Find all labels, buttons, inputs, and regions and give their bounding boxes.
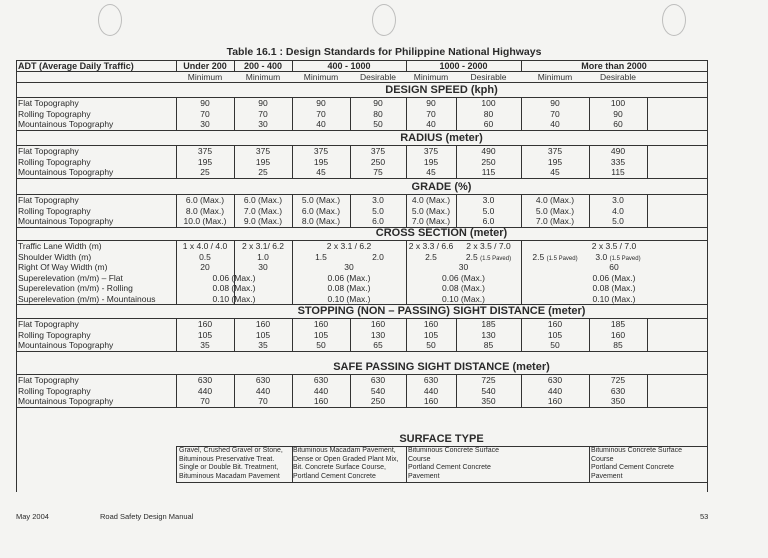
table-cell: 105 [255, 329, 271, 340]
surface-type-text: Bituminous Concrete Surface [591, 447, 683, 454]
table-cell: 630 [423, 375, 439, 385]
table-cell: 375 [255, 146, 271, 156]
table-cell: 40 [550, 119, 560, 129]
table-cell: 6.0 (Max.) [185, 195, 225, 205]
table-cell: 50 [550, 340, 560, 350]
page-number: 53 [700, 512, 709, 521]
section-rule [16, 178, 707, 179]
cell-divider [406, 145, 407, 178]
subheader-minimum: Minimum [413, 72, 449, 82]
surface-type-text: Portland Cement Concrete [408, 464, 491, 472]
row-label: Superelevation (m/m) - Mountainous [18, 293, 156, 304]
table-cell: 50 [373, 119, 383, 129]
surface-type-text: Dense or Open Graded Plant Mix, [293, 455, 399, 463]
cell-divider [176, 145, 177, 178]
cell-divider [234, 318, 235, 351]
design-standards-table [16, 60, 707, 492]
row-label: Flat Topography [18, 98, 79, 108]
table-cell: 540 [481, 385, 496, 396]
table-cell: 2 x 3.5 / 7.0 [466, 241, 511, 251]
cell-divider [234, 240, 235, 304]
table-cell: 160 [255, 319, 271, 329]
row-label: Flat Topography [18, 146, 79, 156]
section-title: DESIGN SPEED (kph) [385, 84, 498, 96]
cell-divider [350, 374, 351, 407]
table-cell: 40 [316, 119, 326, 129]
cell-divider [350, 145, 351, 178]
table-cell: 50 [426, 340, 436, 350]
subheader-minimum: Minimum [537, 72, 573, 82]
cell-divider [647, 374, 648, 407]
cell-divider [350, 97, 351, 130]
table-cell: 630 [313, 375, 329, 385]
table-cell: 250 [370, 156, 386, 167]
cell-divider [456, 318, 457, 351]
group-header: More than 2000 [581, 61, 647, 71]
table-cell: 375 [370, 146, 386, 156]
table-cell: 70 [258, 108, 268, 119]
table-cell: 440 [313, 385, 329, 396]
table-cell: 7.0 (Max.) [535, 216, 575, 226]
subheader-minimum: Minimum [245, 72, 281, 82]
cell-divider [234, 97, 235, 130]
table-cell: 50 [316, 340, 326, 350]
table-cell: 2 x 3.1 / 6.2 [326, 241, 372, 251]
surface-type-text: Gravel, Crushed Gravel or Stone, [179, 447, 283, 454]
section-rule [16, 407, 707, 408]
table-cell: 1.5 [315, 251, 327, 262]
cell-divider [406, 97, 407, 130]
table-cell: 3.0 [482, 195, 495, 205]
surface-type-text: Portland Cement Concrete [591, 464, 674, 472]
table-cell: 0.08 (Max.) [327, 283, 371, 293]
table-cell: 4.0 (Max.) [535, 195, 575, 205]
table-cell: 5.0 [482, 205, 495, 216]
cell-divider [406, 446, 407, 482]
table-cell: 35 [258, 340, 268, 350]
table-cell: 7.0 (Max.) [411, 216, 451, 226]
table-cell: 20 [200, 262, 210, 272]
binder-hole-icon [372, 4, 396, 36]
group-header: 200 - 400 [243, 61, 283, 71]
table-cell: 5.0 [612, 216, 624, 226]
table-cell: 30 [258, 262, 268, 272]
cell-divider [350, 318, 351, 351]
cell-divider [176, 318, 177, 351]
table-cell: 375 [313, 146, 329, 156]
table-cell: 375 [547, 146, 563, 156]
table-cell: 0.06 (Max.) [212, 272, 256, 283]
table-cell: 45 [426, 167, 436, 177]
surface-type-text: Course [408, 455, 431, 463]
table-cell: 630 [610, 385, 626, 396]
table-cell: 440 [423, 385, 439, 396]
table-cell: 0.10 (Max.) [327, 293, 371, 304]
table-cell: 2 x 3.5 / 7.0 [591, 241, 637, 251]
row-label: Rolling Topography [18, 329, 91, 340]
table-cell: 5.0 (Max.) [301, 195, 341, 205]
table-cell: 75 [373, 167, 383, 177]
cell-divider [521, 145, 522, 178]
table-cell: 725 [481, 375, 496, 385]
table-cell: 80 [483, 108, 494, 119]
table-cell: 440 [197, 385, 213, 396]
table-cell: 0.10 (Max.) [592, 293, 636, 304]
table-cell: 60 [613, 119, 623, 129]
row-label: Flat Topography [18, 319, 79, 329]
cell-divider [292, 318, 293, 351]
table-cell: 90 [613, 108, 623, 119]
table-cell: 30 [200, 119, 210, 129]
shoulder-value: 2.5 [465, 251, 478, 262]
table-cell: 2 x 3.1/ 6.2 [241, 241, 285, 251]
surface-type-text: Bituminous Macadam Pavement, [293, 447, 396, 454]
table-cell: 195 [423, 156, 439, 167]
table-cell: 70 [316, 108, 326, 119]
table-cell: 0.10 (Max.) [442, 293, 485, 304]
table-cell: 90 [550, 98, 560, 108]
surface-type-text: Bituminous Concrete Surface [408, 447, 500, 454]
table-cell: 0.06 (Max.) [592, 272, 636, 283]
table-cell: 90 [316, 98, 326, 108]
table-cell: 25 [200, 167, 210, 177]
paved-note: (1.5 Paved) [546, 255, 578, 262]
row-label: Mountainous Topography [18, 216, 114, 226]
cell-divider [350, 194, 351, 227]
footer-manual: Road Safety Design Manual [100, 512, 194, 521]
row-label: Superelevation (m/m) - Rolling [18, 283, 133, 293]
section-title: GRADE (%) [411, 181, 472, 193]
cell-divider [292, 97, 293, 130]
table-cell: 440 [547, 385, 563, 396]
table-cell: 30 [344, 262, 354, 272]
row-label: Mountainous Topography [18, 167, 114, 177]
table-cell: 1 x 4.0 / 4.0 [182, 241, 228, 251]
row-label: Rolling Topography [18, 205, 91, 216]
table-cell: 630 [547, 375, 563, 385]
cell-divider [292, 194, 293, 227]
table-border [707, 60, 708, 492]
adt-header: ADT (Average Daily Traffic) [18, 61, 134, 71]
cell-divider [234, 145, 235, 178]
row-label: Traffic Lane Width (m) [18, 241, 102, 251]
row-label: Rolling Topography [18, 108, 91, 119]
table-cell: 115 [611, 167, 625, 177]
table-cell: 45 [316, 167, 326, 177]
table-cell: 160 [197, 319, 213, 329]
table-cell: 490 [610, 146, 626, 156]
shoulder-value: 2.5 [532, 251, 545, 262]
table-cell: 0.08 (Max.) [442, 283, 485, 293]
cell-divider [647, 145, 648, 178]
row-label: Mountainous Topography [18, 119, 114, 129]
table-cell: 35 [200, 340, 210, 350]
table-cell: 725 [610, 375, 626, 385]
table-cell: 160 [313, 319, 329, 329]
table-cell: 440 [255, 385, 271, 396]
table-cell: 45 [550, 167, 560, 177]
table-cell: 9.0 (Max.) [243, 216, 283, 226]
table-cell: 335 [610, 156, 626, 167]
table-cell: 40 [426, 119, 436, 129]
table-cell: 630 [370, 375, 386, 385]
row-label: Flat Topography [18, 375, 79, 385]
table-cell: 160 [423, 396, 439, 406]
table-cell: 70 [200, 108, 210, 119]
surface-type-text: Bituminous Preservative Treat. [179, 455, 275, 463]
table-cell: 185 [481, 319, 496, 329]
table-cell: 100 [610, 98, 626, 108]
cell-divider [406, 374, 407, 407]
table-cell: 90 [426, 98, 436, 108]
table-border [16, 60, 17, 492]
row-label: Mountainous Topography [18, 396, 114, 406]
subheader-desirable: Desirable [360, 72, 396, 82]
table-cell: 70 [550, 108, 560, 119]
row-label: Right Of Way Width (m) [18, 262, 108, 272]
table-cell: 2 x 3.3 / 6.6 [408, 241, 454, 251]
table-cell: 105 [547, 329, 563, 340]
cell-divider [647, 318, 648, 351]
table-cell: 195 [547, 156, 563, 167]
cell-divider [456, 374, 457, 407]
cell-divider [521, 318, 522, 351]
surface-type-text: Course [591, 455, 614, 463]
cell-divider [456, 97, 457, 130]
cell-divider [406, 318, 407, 351]
row-label: Superelevation (m/m) – Flat [18, 272, 123, 283]
cell-divider [647, 97, 648, 130]
cell-divider [406, 194, 407, 227]
table-cell: 70 [426, 108, 436, 119]
table-cell: 5.0 (Max.) [411, 205, 451, 216]
cell-divider [589, 374, 590, 407]
cell-divider [647, 194, 648, 227]
table-cell: 60 [609, 262, 619, 272]
header-rule [16, 82, 707, 83]
table-cell: 2.5 [425, 251, 437, 262]
cell-divider [176, 240, 177, 304]
table-cell: 8.0 (Max.) [301, 216, 341, 226]
surface-type-text: Pavement [591, 472, 623, 480]
table-cell: 6.0 (Max.) [301, 205, 341, 216]
table-cell: 4.0 [612, 205, 624, 216]
table-cell: 6.0 [482, 216, 495, 226]
cell-divider [292, 145, 293, 178]
cell-divider [521, 194, 522, 227]
row-label: Flat Topography [18, 195, 79, 205]
cell-divider [292, 446, 293, 482]
table-cell: 160 [547, 396, 563, 406]
table-cell: 30 [458, 262, 469, 272]
table-cell: 350 [610, 396, 626, 406]
table-cell: 185 [610, 319, 626, 329]
row-label: Shoulder Width (m) [18, 251, 92, 262]
subheader-desirable: Desirable [470, 72, 507, 82]
table-cell: 160 [610, 329, 626, 340]
table-cell: 160 [370, 319, 386, 329]
table-cell: 0.06 (Max.) [442, 272, 485, 283]
paved-note: (1.5 Paved) [480, 255, 512, 262]
section-title: CROSS SECTION (meter) [375, 227, 508, 239]
shoulder-value: 3.0 [595, 251, 608, 262]
table-cell: 65 [373, 340, 383, 350]
table-cell: 0.5 [199, 251, 211, 262]
cell-divider [176, 97, 177, 130]
table-cell: 0.08 (Max.) [592, 283, 636, 293]
subheader-minimum: Minimum [303, 72, 339, 82]
cell-divider [521, 97, 522, 130]
cell-divider [456, 145, 457, 178]
cell-divider [521, 374, 522, 407]
table-cell: 60 [483, 119, 494, 129]
row-label: Rolling Topography [18, 156, 91, 167]
table-cell: 70 [258, 396, 268, 406]
table-cell: 0.06 (Max.) [327, 272, 371, 283]
table-cell [521, 252, 589, 265]
table-cell: 105 [313, 329, 329, 340]
table-cell: 105 [197, 329, 213, 340]
table-cell: 630 [255, 375, 271, 385]
table-cell: 130 [370, 329, 386, 340]
cell-divider [234, 194, 235, 227]
cell-divider [589, 318, 590, 351]
section-title: SURFACE TYPE [399, 433, 484, 445]
table-cell: 80 [373, 108, 383, 119]
table-cell: 130 [481, 329, 496, 340]
table-cell: 90 [200, 98, 210, 108]
table-cell: 30 [258, 119, 268, 129]
table-cell: 6.0 [372, 216, 384, 226]
table-cell: 160 [313, 396, 329, 406]
table-cell: 195 [313, 156, 329, 167]
cell-divider [521, 240, 522, 304]
paved-note: (1.5 Paved) [609, 255, 641, 262]
table-cell: 160 [547, 319, 563, 329]
section-title: RADIUS (meter) [400, 132, 483, 144]
table-cell: 6.0 (Max.) [243, 195, 283, 205]
table-cell: 90 [258, 98, 268, 108]
table-cell: 70 [200, 396, 210, 406]
section-title: STOPPING (NON – PASSING) SIGHT DISTANCE (meter) [297, 305, 586, 317]
cell-divider [234, 374, 235, 407]
table-cell: 195 [197, 156, 213, 167]
cell-divider [176, 194, 177, 227]
table-cell: 0.10 (Max.) [212, 293, 256, 304]
group-header: Under 200 [183, 61, 227, 71]
group-header: 1000 - 2000 [439, 61, 488, 71]
row-label: Rolling Topography [18, 385, 91, 396]
table-cell: 375 [197, 146, 213, 156]
group-header: 400 - 1000 [327, 61, 371, 71]
header-rule [16, 71, 707, 72]
cell-divider [589, 145, 590, 178]
table-cell: 250 [481, 156, 496, 167]
table-cell: 3.0 [612, 195, 624, 205]
table-cell: 350 [481, 396, 496, 406]
table-title: Table 16.1 : Design Standards for Philippine National Highways [226, 46, 542, 58]
section-title: SAFE PASSING SIGHT DISTANCE (meter) [333, 361, 550, 373]
table-cell: 5.0 [372, 205, 384, 216]
table-cell: 195 [255, 156, 271, 167]
table-cell: 160 [423, 319, 439, 329]
table-cell: 90 [373, 98, 383, 108]
cell-divider [176, 446, 177, 482]
section-rule [16, 351, 707, 352]
table-cell: 4.0 (Max.) [411, 195, 451, 205]
table-cell: 8.0 (Max.) [185, 205, 225, 216]
surface-type-text: Bit. Concrete Surface Course, [293, 464, 386, 472]
cell-divider [589, 194, 590, 227]
table-border [176, 482, 707, 483]
cell-divider [589, 97, 590, 130]
cell-divider [292, 240, 293, 304]
surface-type-text: Single or Double Bit. Treatment, [179, 464, 279, 472]
binder-hole-icon [98, 4, 122, 36]
cell-divider [456, 194, 457, 227]
subheader-minimum: Minimum [187, 72, 223, 82]
cell-divider [589, 446, 590, 482]
footer-date: May 2004 [16, 512, 49, 521]
surface-type-text: Pavement [408, 472, 440, 480]
table-cell: 105 [423, 329, 439, 340]
table-cell: 1.0 [257, 251, 269, 262]
table-cell: 115 [481, 167, 496, 177]
table-cell: 250 [370, 396, 386, 406]
cell-divider [176, 374, 177, 407]
table-cell: 3.0 [372, 195, 384, 205]
surface-type-text: Bituminous Macadam Pavement [179, 472, 280, 480]
table-cell: 85 [613, 340, 623, 350]
table-cell: 100 [481, 98, 496, 108]
table-cell: 630 [197, 375, 213, 385]
table-cell: 2.0 [372, 251, 384, 262]
table-cell: 375 [423, 146, 439, 156]
table-cell: 10.0 (Max.) [183, 216, 227, 226]
surface-type-text: Portland Cement Concrete [293, 472, 376, 480]
section-rule [16, 130, 707, 131]
table-cell: 0.08 (Max.) [212, 283, 256, 293]
row-label: Mountainous Topography [18, 340, 114, 350]
table-cell: 85 [483, 340, 494, 350]
cell-divider [292, 374, 293, 407]
table-cell: 490 [481, 146, 496, 156]
subheader-desirable: Desirable [600, 72, 636, 82]
table-cell: 540 [370, 385, 386, 396]
binder-hole-icon [662, 4, 686, 36]
cell-divider [406, 240, 407, 304]
table-cell: 5.0 (Max.) [535, 205, 575, 216]
table-cell: 7.0 (Max.) [243, 205, 283, 216]
table-cell: 25 [258, 167, 268, 177]
